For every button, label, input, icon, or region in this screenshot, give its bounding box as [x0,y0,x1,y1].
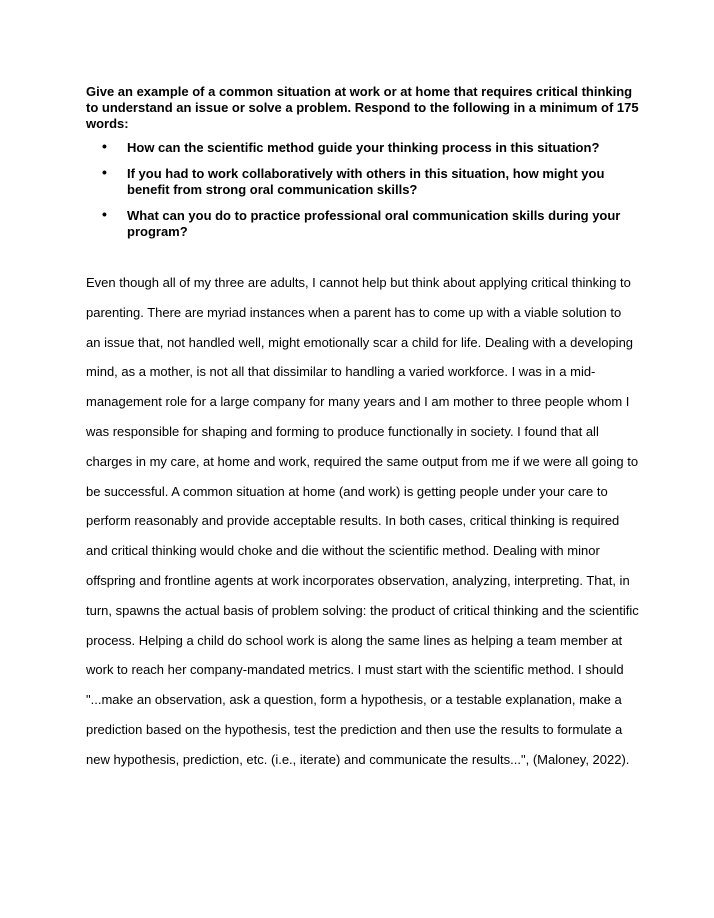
answer-line: mind, as a mother, is not all that dissimilar to handling a varied workforce. I was in a mid- [86,364,596,380]
answer-line: new hypothesis, prediction, etc. (i.e., iterate) and communicate the results...", (Maloney, 2022). [86,751,630,767]
answer-line: was responsible for shaping and forming to produce functionally in society. I found that all [86,423,599,439]
answer-line: turn, spawns the actual basis of problem solving: the product of critical thinking and the scientific [86,602,639,618]
answer-body [86,270,646,777]
bullet-icon: • [102,138,107,154]
answer-line: "...make an observation, ask a question, form a hypothesis, or a testable explanation, make a [86,692,622,708]
prompt-bullet-item [86,140,646,156]
answer-line: work to reach her company-mandated metrics. I must start with the scientific method. I should [86,662,624,678]
answer-line: management role for a large company for many years and I am mother to three people whom I [86,394,630,410]
bullet-icon: • [102,206,107,222]
prompt-bullet-item [86,208,646,240]
prompt-text: Give an example of a common situation at work or at home that requires critical thinking to understand an issue or solve a problem. Respond to the following in a minimum of 175 words: [86,84,639,131]
answer-line: Even though all of my three are adults, I cannot help but think about applying critical thinking to [86,275,631,290]
answer-line: prediction based on the hypothesis, test the prediction and then use the results to formulate a [86,721,623,737]
answer-line: perform reasonably and provide acceptable results. In both cases, critical thinking is required [86,513,620,529]
bullet-text: What can you do to practice professional oral communication skills during your program? [127,208,621,239]
assignment-prompt [86,84,646,250]
bullet-icon: • [102,164,107,180]
prompt-bullet-item [86,166,646,198]
answer-line: and critical thinking would choke and die without the scientific method. Dealing with minor [86,543,600,559]
answer-line: charges in my care, at home and work, required the same output from me if we were all going to [86,453,639,469]
bullet-text: How can the scientific method guide your thinking process in this situation? [127,140,600,155]
answer-line: an issue that, not handled well, might emotionally scar a child for life. Dealing with a developing [86,334,634,350]
prompt-bullet-list [86,140,646,240]
answer-line: parenting. There are myriad instances when a parent has to come up with a viable solution to [86,304,622,320]
bullet-text: If you had to work collaboratively with others in this situation, how might you benefit from strong oral communication skills? [127,166,605,197]
answer-line: process. Helping a child do school work is along the same lines as helping a team member at [86,632,623,648]
answer-line: offspring and frontline agents at work incorporates observation, analyzing, interpreting. That, in [86,572,630,588]
answer-line: be successful. A common situation at home (and work) is getting people under your care to [86,483,608,499]
